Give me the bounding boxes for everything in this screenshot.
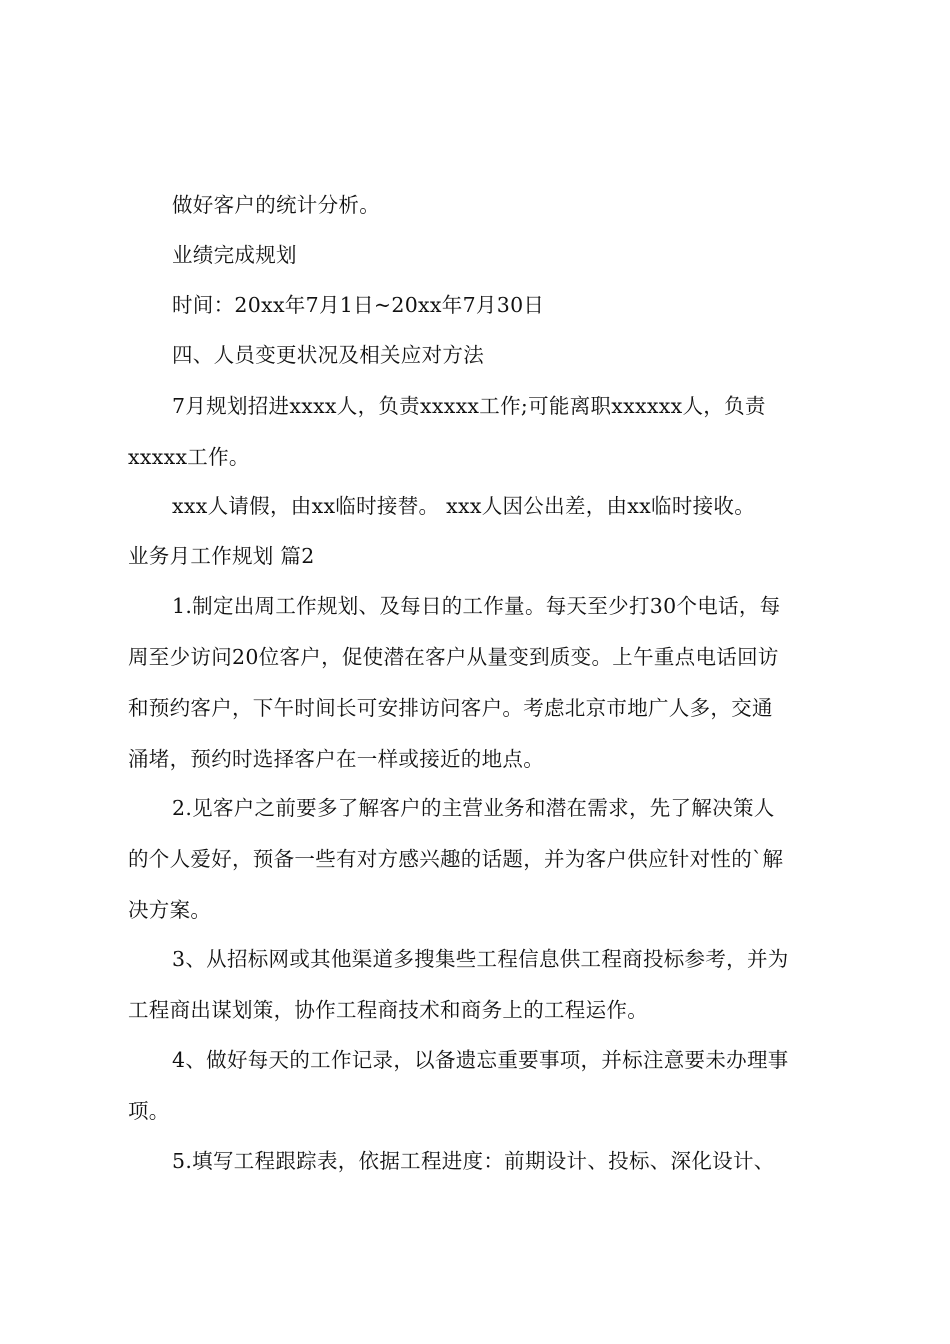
- text-line: 决方案。: [128, 898, 212, 922]
- text-line: 工程商出谋划策，协作工程商技术和商务上的工程运作。: [128, 998, 648, 1022]
- text-line: xxx人请假，由xx临时接替。 xxx人因公出差，由xx临时接收。: [172, 494, 756, 518]
- text-line: 时间：20xx年7月1日~20xx年7月30日: [172, 293, 545, 317]
- paragraph-leave-arrangement: [128, 481, 830, 532]
- text-line: 5.填写工程跟踪表，依据工程进度：前期设计、投标、深化设计、: [172, 1149, 775, 1173]
- text-line: 2.见客户之前要多了解客户的主营业务和潜在需求，先了解决策人: [172, 796, 775, 820]
- text-line: 四、人员变更状况及相关应对方法: [172, 343, 484, 367]
- section-title: [128, 531, 830, 582]
- text-line: 3、从招标网或其他渠道多搜集些工程信息供工程商投标参考，并为: [172, 947, 789, 971]
- paragraph-customer-analysis: [128, 180, 830, 231]
- text-line: 7月规划招进xxxx人，负责xxxxx工作;可能离职xxxxxx人，负责: [172, 394, 766, 418]
- paragraph-item-5: [128, 1136, 830, 1187]
- text-line: 周至少访问20位客户，促使潜在客户从量变到质变。上午重点电话回访: [128, 645, 779, 669]
- paragraph-hiring-plan: [128, 381, 830, 483]
- heading-staff-changes: [128, 330, 830, 381]
- paragraph-item-4: [128, 1035, 830, 1137]
- text-line: 项。: [128, 1099, 170, 1123]
- paragraph-item-1: [128, 581, 830, 785]
- paragraph-item-3: [128, 934, 830, 1036]
- text-line: 和预约客户，下午时间长可安排访问客户。考虑北京市地广人多，交通: [128, 696, 773, 720]
- heading-performance-plan: [128, 230, 830, 281]
- text-line: 4、做好每天的工作记录，以备遗忘重要事项，并标注意要未办理事: [172, 1048, 789, 1072]
- paragraph-item-2: [128, 783, 830, 936]
- text-line: 业绩完成规划: [172, 243, 297, 267]
- text-line: xxxxx工作。: [128, 445, 250, 469]
- text-line: 的个人爱好，预备一些有对方感兴趣的话题，并为客户供应针对性的`解: [128, 847, 784, 871]
- text-line: 业务月工作规划 篇2: [128, 544, 315, 568]
- text-line: 1.制定出周工作规划、及每日的工作量。每天至少打30个电话，每: [172, 594, 781, 618]
- text-line: 涌堵，预约时选择客户在一样或接近的地点。: [128, 747, 544, 771]
- paragraph-time-range: [128, 280, 830, 331]
- text-line: 做好客户的统计分析。: [172, 193, 380, 217]
